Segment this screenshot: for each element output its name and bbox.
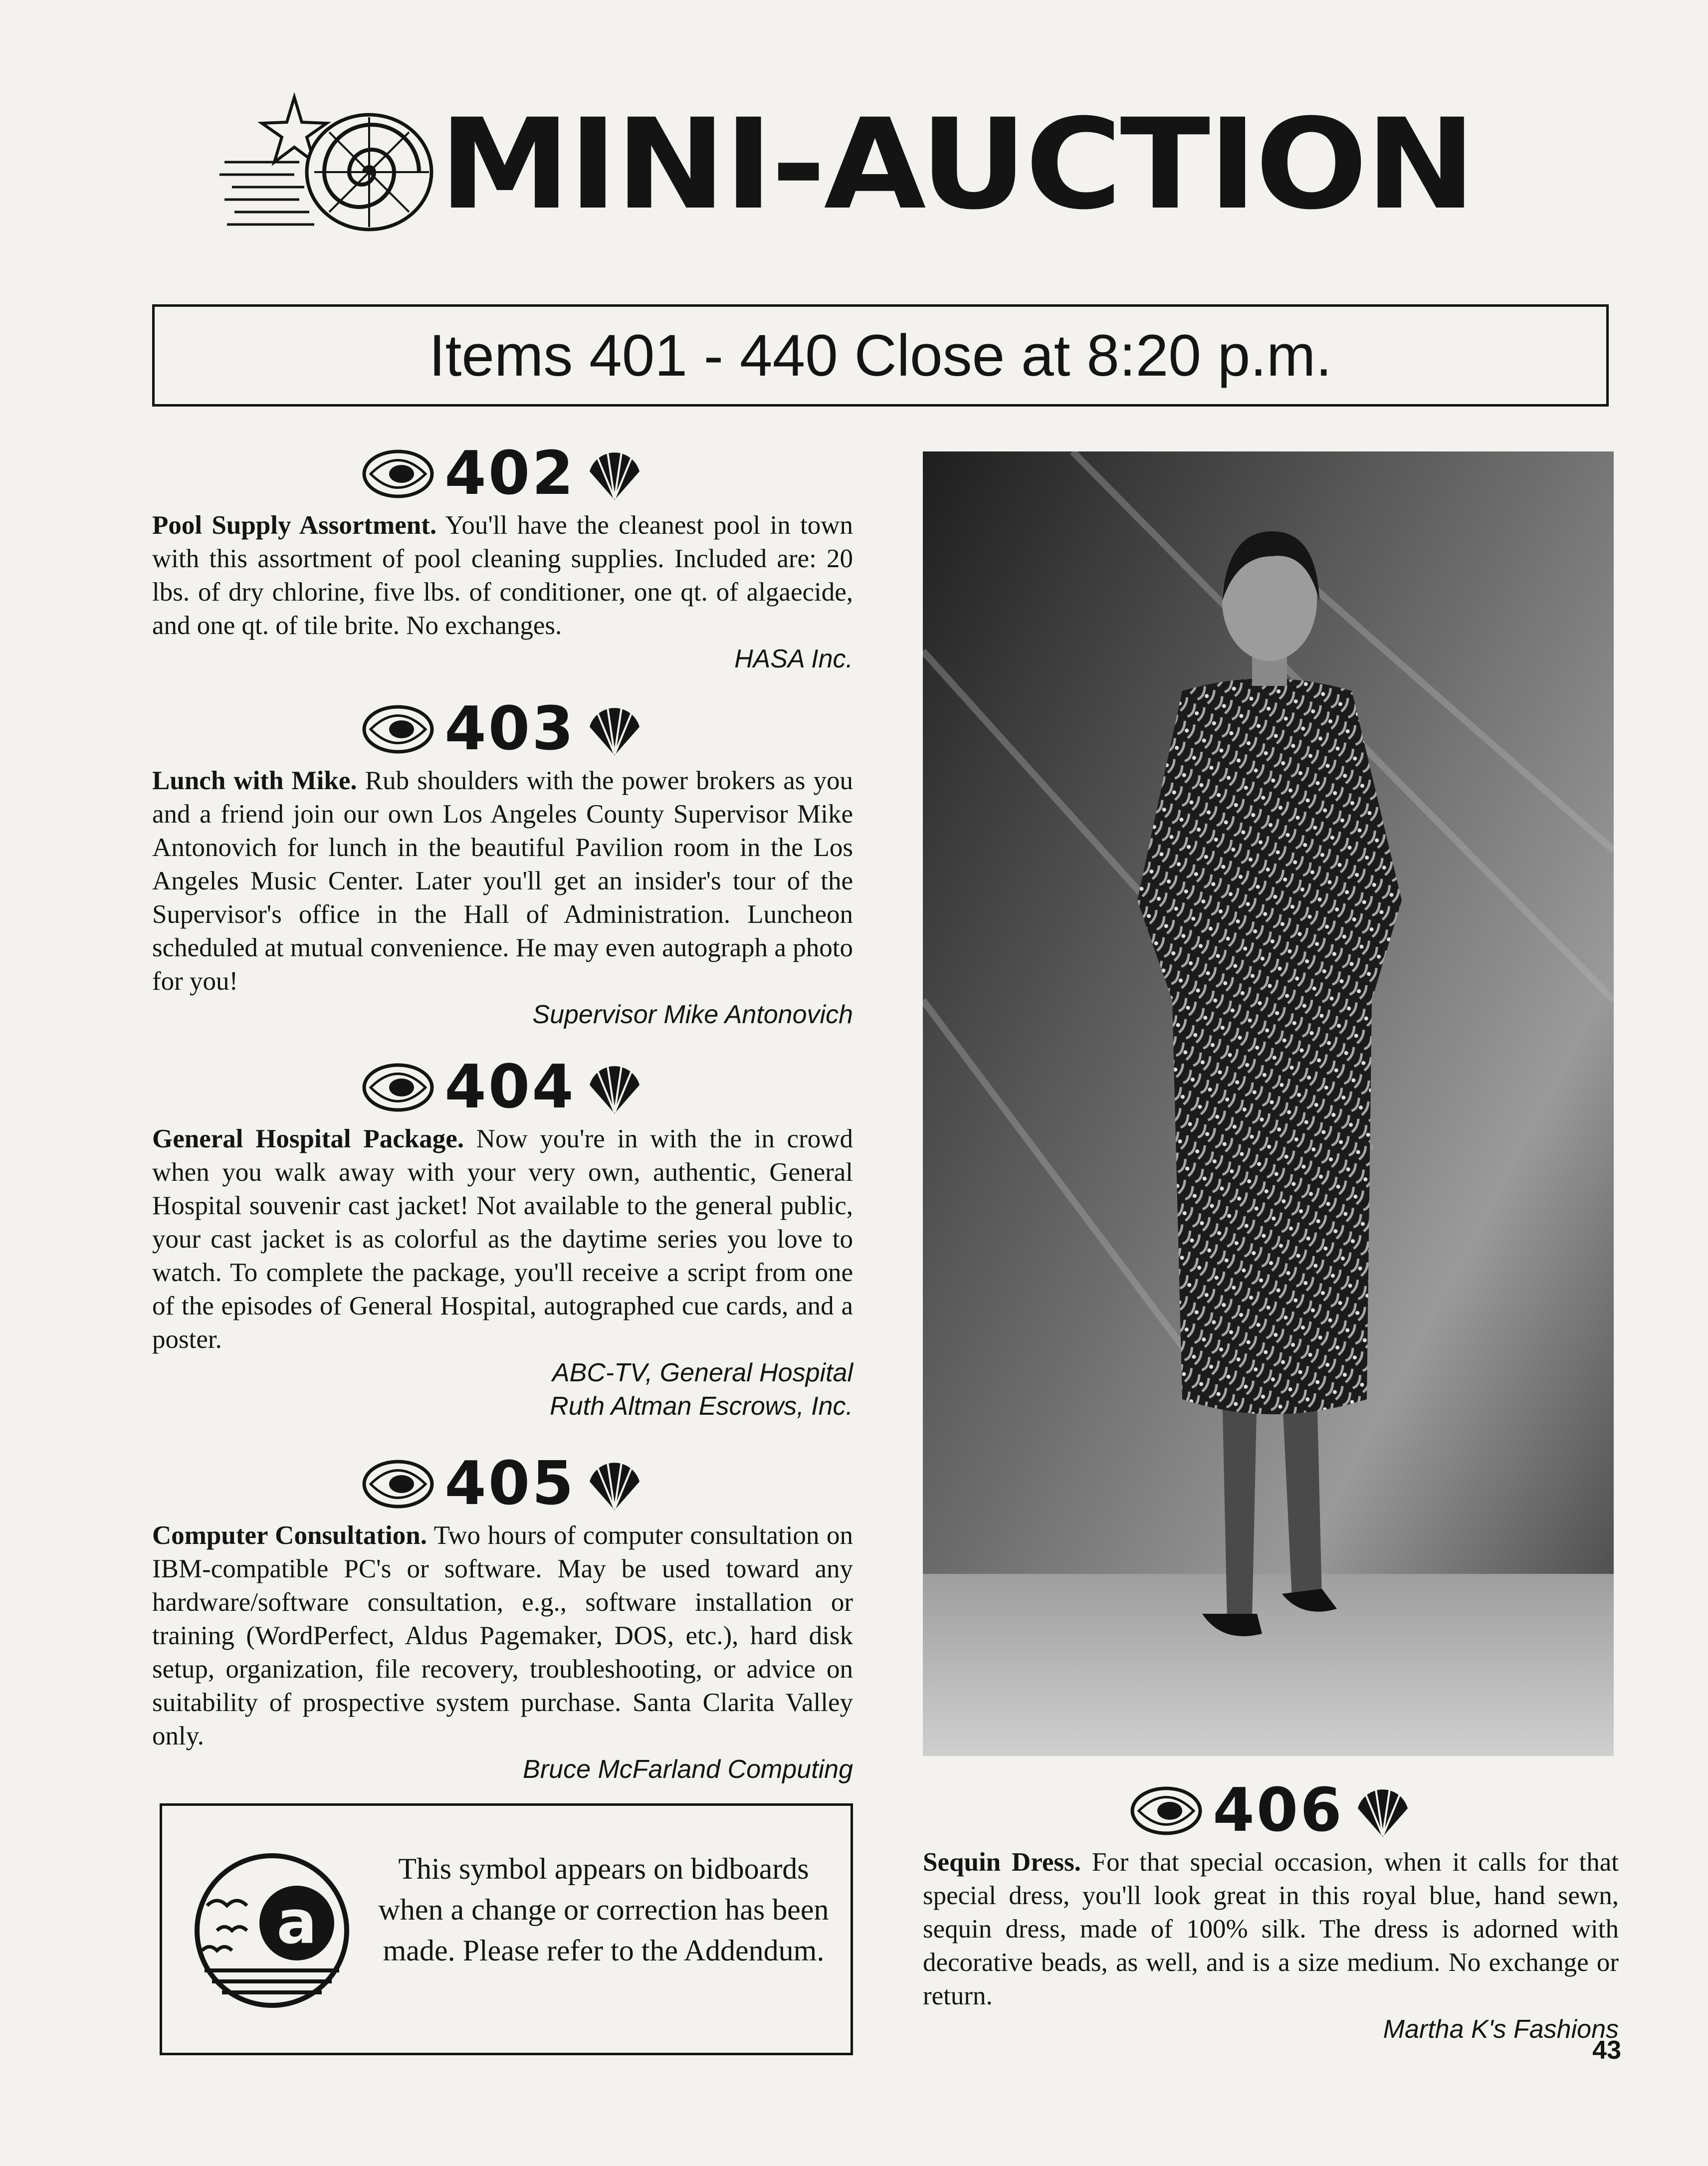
scallop-shell-icon	[585, 444, 644, 504]
clam-shell-icon	[361, 446, 435, 501]
clam-shell-icon	[1129, 1783, 1204, 1838]
item-description	[152, 764, 853, 998]
item-name: General Hospital Package.	[152, 1124, 464, 1153]
item-description	[152, 1519, 853, 1753]
item-donor: Martha K's Fashions	[1383, 2015, 1619, 2044]
item-donor: Supervisor Mike Antonovich	[532, 1000, 853, 1029]
auction-item-403	[152, 694, 853, 1032]
item-donor: Ruth Altman Escrows, Inc.	[550, 1392, 853, 1421]
addendum-logo-letter: a	[276, 1888, 317, 1957]
addendum-notice-box	[160, 1803, 853, 2055]
item-name: Lunch with Mike.	[152, 766, 357, 795]
clam-shell-icon	[361, 1457, 435, 1512]
item-heading	[923, 1776, 1619, 1846]
item-name: Computer Consultation.	[152, 1521, 427, 1550]
auction-item-405	[152, 1449, 853, 1786]
item-heading	[152, 694, 853, 764]
item-number: 406	[1213, 1776, 1344, 1845]
header-shell-art	[219, 87, 439, 237]
item-number: 404	[444, 1053, 576, 1122]
clam-shell-icon	[361, 1060, 435, 1115]
auction-item-406	[923, 1776, 1619, 2046]
item-description	[152, 1122, 853, 1356]
item-number: 402	[444, 439, 576, 508]
item-name: Pool Supply Assortment.	[152, 511, 437, 540]
item-heading	[152, 439, 853, 509]
item-name: Sequin Dress.	[923, 1848, 1081, 1877]
clam-shell-icon	[361, 702, 435, 757]
page-number: 43	[1592, 2036, 1621, 2065]
scallop-shell-icon	[585, 1058, 644, 1117]
item-donor: ABC-TV, General Hospital	[552, 1358, 853, 1387]
item-heading	[152, 1449, 853, 1519]
item-number: 405	[444, 1449, 576, 1518]
item-description	[923, 1846, 1619, 2013]
item-text: Now you're in with the in crowd when you walk away with your very own, authentic, General Hospital souvenir cast jacket! Not available to the general public, your cast jacket is as colorful as the daytime series you love to watch. To complete the package, you'll receive a script from one of the episodes of General Hospital, autographed cue cards, and a poster.	[152, 1124, 853, 1354]
addendum-text: This symbol appears on bidboards when a change or correction has been made. Please refer to the Addendum.	[378, 1852, 829, 1967]
item-text: For that special occasion, when it calls for that special dress, you'll look great in this royal blue, hand sewn, sequin dress, made of 100% silk. The dress is adorned with decorative beads, as well, and is a size medium. No exchange or return.	[923, 1848, 1619, 2010]
scallop-shell-icon	[1353, 1781, 1413, 1841]
scallop-shell-icon	[585, 1454, 644, 1514]
item-text: You'll have the cleanest pool in town with this assortment of pool cleaning supplies. Included are: 20 lbs. of dry chlorine, five lbs. of conditioner, one qt. of algaecide, and one qt. of tile brite. No exchanges.	[152, 511, 853, 640]
auction-item-402	[152, 439, 853, 676]
close-time-banner: Items 401 - 440 Close at 8:20 p.m.	[152, 304, 1609, 407]
item-number: 403	[444, 694, 576, 764]
conch-shell-icon	[307, 115, 431, 229]
auction-item-404	[152, 1053, 853, 1423]
woman-in-sequin-dress-photo	[923, 451, 1614, 1756]
item-description	[152, 509, 853, 643]
scallop-shell-icon	[585, 699, 644, 759]
item-text: Rub shoulders with the power brokers as you and a friend join our own Los Angeles County Supervisor Mike Antonovich for lunch in the beautiful Pavilion room in the Los Angeles Music Center. Later you'll get an insider's tour of the Supervisor's office in the Hall of Administration. Luncheon scheduled at mutual convenience. He may even autograph a photo for you!	[152, 766, 853, 996]
item-donor: Bruce McFarland Computing	[523, 1755, 853, 1784]
item-text: Two hours of computer consultation on IBM-compatible PC's or software. May be used toward any hardware/software consultation, e.g., software installation or training (WordPerfect, Aldus Pagemaker, DOS, etc.), hard disk setup, organization, file recovery, troubleshooting, or advice on suitability of prospective system purchase. Santa Clarita Valley only.	[152, 1521, 853, 1750]
item-donor: HASA Inc.	[734, 645, 853, 673]
page-title: MINI-AUCTION	[439, 92, 1474, 237]
item-heading	[152, 1053, 853, 1122]
addendum-a-logo-icon	[192, 1851, 352, 2010]
